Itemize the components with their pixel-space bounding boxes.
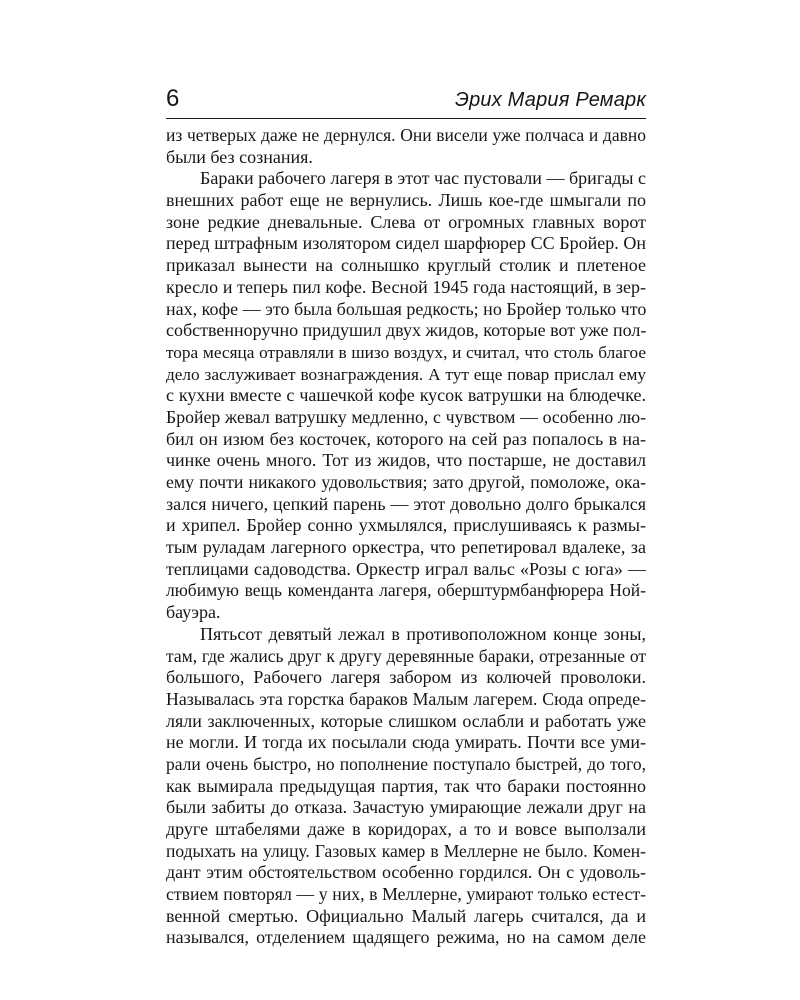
text-line: Бараки рабочего лагеря в этот час пустовали — бригады с	[200, 168, 646, 189]
text-line: зался ничего, цепкий парень — этот довольно долго брыкался	[166, 493, 646, 514]
text-line: подыхать на улицу. Газовых камер в Меллерне не было. Комен-	[166, 840, 646, 861]
text-line: перед штрафным изолятором сидел шарфюрер СС Бройер. Он	[166, 233, 646, 254]
text-line: из четверых даже не дернулся. Они висели уже полчаса и давно	[166, 125, 646, 145]
text-line: теплицами садоводства. Оркестр играл вальс «Розы с юга» —	[166, 558, 646, 579]
text-line: ему почти никакого удовольствия; зато другой, помоложе, ока-	[166, 472, 646, 492]
text-line: большого, Рабочего лагеря забором из колючей проволоки.	[166, 667, 646, 688]
text-line: бил он изюм без косточек, которого на сей раз попалось в на-	[166, 428, 646, 449]
text-line: дант этим обстоятельством особенно гордился. Он с удоволь-	[166, 862, 646, 883]
text-line: назывался, отделением щадящего режима, но на самом деле	[166, 927, 646, 948]
text-line: собственноручно придушил двух жидов, которые вот уже пол-	[166, 320, 646, 341]
text-line: приказал вынести на солнышко круглый столик и плетеное	[166, 255, 646, 276]
text-line: и хрипел. Бройер сонно ухмылялся, прислушиваясь к размы-	[166, 515, 646, 536]
text-line: друге штабелями даже в коридорах, а то и вовсе выползали	[166, 819, 646, 839]
text-line: тым руладам лагерного оркестра, что репетировал вдалеке, за	[166, 537, 646, 558]
text-line: чинке очень много. Тот из жидов, что постарше, не доставил	[166, 450, 646, 471]
page-number: 6	[166, 85, 180, 112]
running-title: Эрих Мария Ремарк	[455, 89, 646, 111]
text-line: дело заслуживает вознаграждения. А тут еще повар прислал ему	[166, 364, 646, 384]
text-line: Называлась эта горстка бараков Малым лагерем. Сюда опреде-	[166, 688, 646, 709]
text-line: Бройер жевал ватрушку медленно, с чувством — особенно лю-	[166, 406, 646, 427]
text-line: ляли заключенных, которые слишком ослабли и работать уже	[166, 710, 646, 731]
text-line: нах, кофе — это была большая редкость; но Бройер только что	[166, 298, 646, 319]
text-line: ствием повторял — у них, в Меллерне, умирают только естест-	[166, 884, 646, 905]
text-line: как вымирала предыдущая партия, так что бараки постоянно	[166, 775, 646, 796]
text-line: рали очень быстро, но пополнение поступало быстрей, до того,	[166, 753, 646, 774]
book-page	[166, 84, 646, 949]
text-line: были забиты до отказа. Зачастую умирающие лежали друг на	[166, 797, 646, 818]
text-line: Пятьсот девятый лежал в противоположном конце зоны,	[200, 623, 646, 644]
text-line: с кухни вместе с чашечкой кофе кусок ватрушки на блюдечке.	[166, 385, 646, 406]
text-line: не могли. И тогда их посылали сюда умирать. Почти все уми-	[166, 732, 646, 753]
text-line: были без сознания.	[166, 146, 313, 167]
text-line: любимую вещь коменданта лагеря, оберштурмбанфюрера Ной-	[166, 580, 646, 601]
text-line: там, где жались друг к другу деревянные бараки, отрезанные от	[166, 645, 646, 666]
text-line: бауэра.	[166, 602, 221, 623]
text-line: тора месяца отравляли в шизо воздух, и считал, что столь благое	[166, 342, 646, 362]
body-text	[166, 125, 646, 949]
text-line: венной смертью. Официально Малый лагерь считался, да и	[166, 905, 646, 926]
text-line: кресло и теперь пил кофе. Весной 1945 года настоящий, в зер-	[166, 276, 646, 297]
text-line: внешних работ еще не вернулись. Лишь кое-где шмыгали по	[166, 190, 646, 211]
text-line: зоне редкие дневальные. Слева от огромных главных ворот	[166, 211, 646, 232]
page-header	[166, 84, 646, 119]
